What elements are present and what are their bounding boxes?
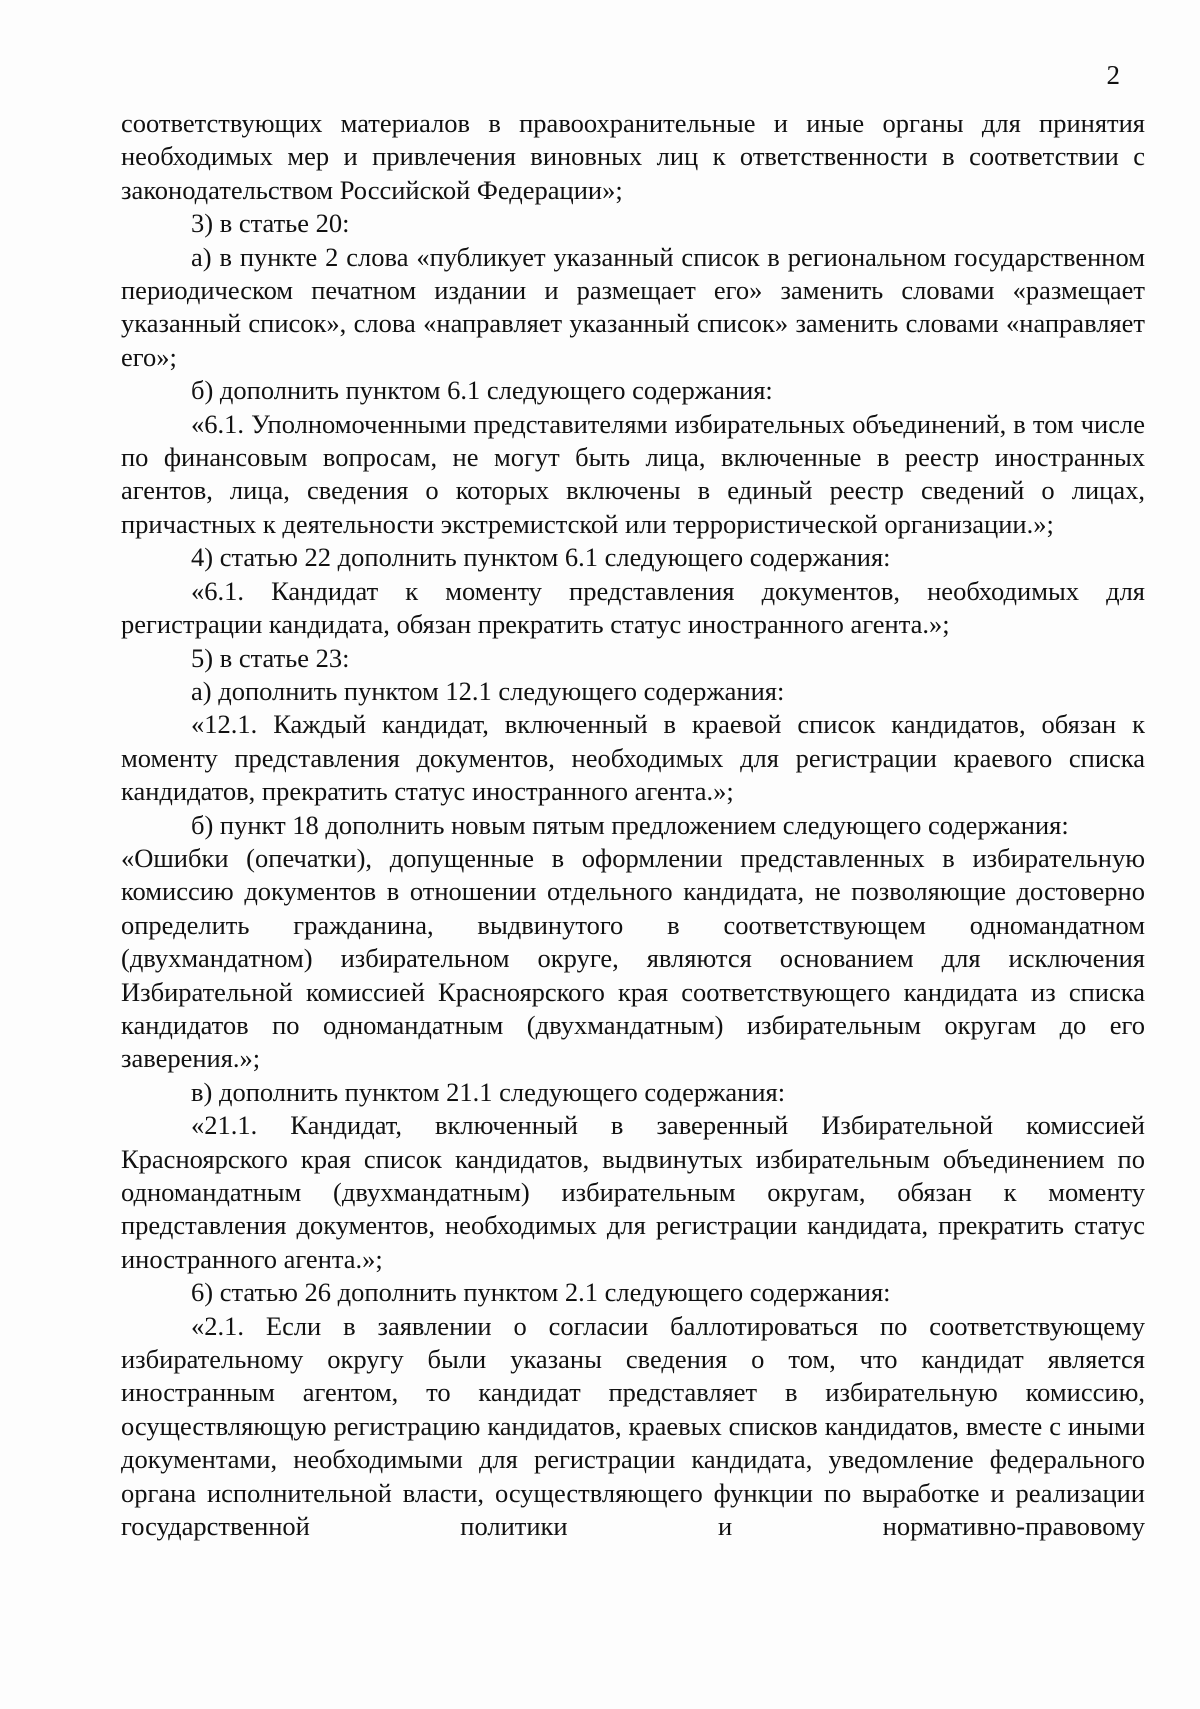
paragraph-item-6: 6) статью 26 дополнить пунктом 2.1 следующего содержания: [191,1277,891,1308]
paragraph-quote-6-1: «6.1. Уполномоченными представителями избирательных объединений, в том числе по финансовым вопросам, не могут быть лица, включенные в реестр иностранных агентов, лица, сведения о которых включены в единый реестр сведений о лицах, причастных к деятельности экстремистской или террористической организации.»; [121,408,1145,539]
paragraph-item-4: 4) статью 22 дополнить пунктом 6.1 следующего содержания: [191,542,891,573]
paragraph-item-5: 5) в статье 23: [191,642,350,673]
paragraph-quote-errors: «Ошибки (опечатки), допущенные в оформлении представленных в избирательную комиссию документов в отношении отдельного кандидата, не позволяющие достоверно определить гражданина, выдвинутого в соответствующем одномандатном (двухмандатном) избирательном округе, являются основанием для исключения Избирательной комиссией Красноярского края соответствующего кандидата из списка кандидатов по одномандатным (двухмандатным) избирательным округам до его заверения.»; [121,842,1145,1074]
paragraph-item-5v: в) дополнить пунктом 21.1 следующего содержания: [191,1076,786,1107]
paragraph-quote-21-1: «21.1. Кандидат, включенный в заверенный Избирательной комиссией Красноярского края список кандидатов, выдвинутых избирательным объединением по одномандатным (двухмандатным) избирательным округам, обязан к моменту представления документов, необходимых для регистрации кандидата, прекратить статус иностранного агента.»; [121,1110,1145,1274]
paragraph-quote-12-1: «12.1. Каждый кандидат, включенный в краевой список кандидатов, обязан к моменту представления документов, необходимых для регистрации краевого списка кандидатов, прекратить статус иностранного агента.»; [121,709,1145,807]
paragraph-item-3: 3) в статье 20: [191,208,350,239]
paragraph-continuation: соответствующих материалов в правоохранительные и иные органы для принятия необходимых мер и привлечения виновных лиц к ответственности в соответствии с законодательством Российской Федерации»; [121,108,1145,205]
paragraph-item-5b: б) пункт 18 дополнить новым пятым предложением следующего содержания: [191,809,1069,840]
paragraph-item-5a: а) дополнить пунктом 12.1 следующего содержания: [191,675,785,706]
paragraph-quote-candidate-6-1: «6.1. Кандидат к моменту представления документов, необходимых для регистрации кандидата, обязан прекратить статус иностранного агента.»; [121,575,1145,640]
paragraph-item-3b: б) дополнить пунктом 6.1 следующего содержания: [191,375,773,406]
page-number: 2 [1106,60,1120,90]
paragraph-item-3a: а) в пункте 2 слова «публикует указанный список в региональном государственном периодическом печатном издании и размещает его» заменить словами «размещает указанный список», слова «направляет указанный список» заменить словами «направляет его»; [121,241,1145,372]
paragraph-quote-2-1: «2.1. Если в заявлении о согласии баллотироваться по соответствующему избирательному округу были указаны сведения о том, что кандидат является иностранным агентом, то кандидат представляет в избирательную комиссию, осуществляющую регистрацию кандидатов, краевых списков кандидатов, вместе с иными документами, необходимыми для регистрации кандидата, уведомление федерального органа исполнительной власти, осуществляющего функции по выработке и реализации государственной политики и нормативно-правовому [121,1310,1145,1542]
document-body [121,107,1145,1543]
